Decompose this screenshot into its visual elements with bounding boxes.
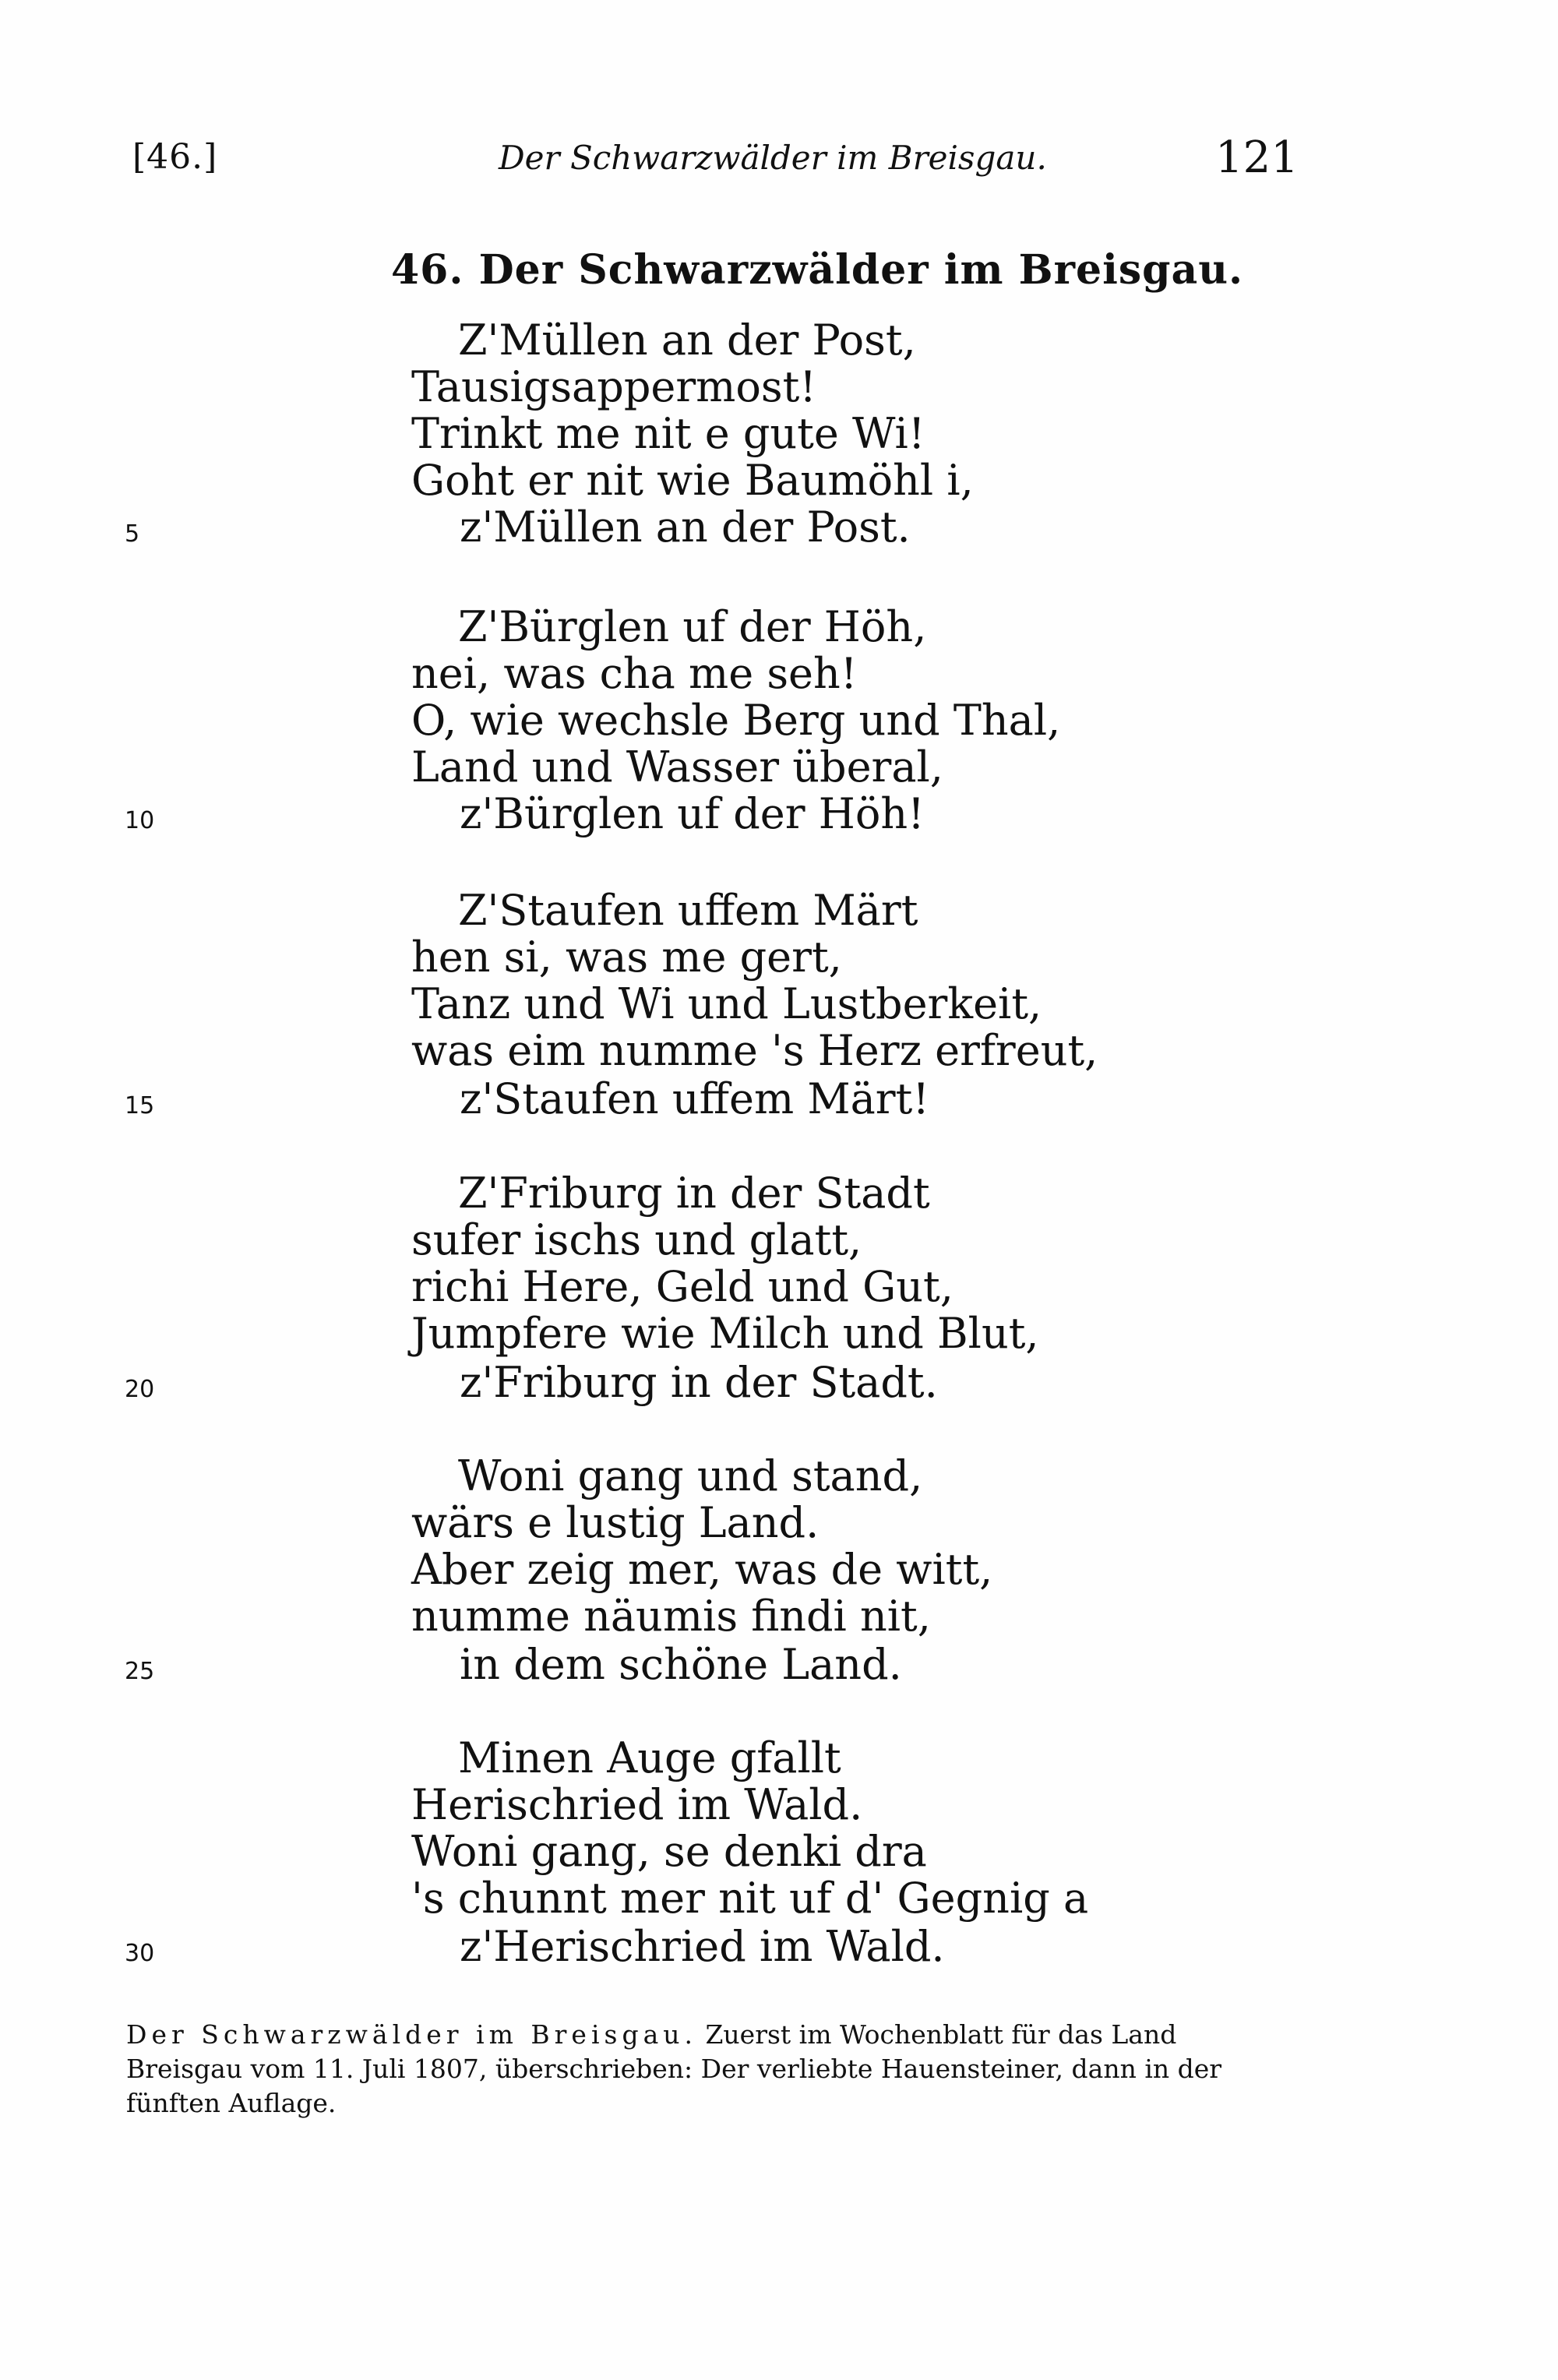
line-number: 20 [125, 1376, 155, 1403]
poem-line: wärs e lustig Land. [411, 1498, 820, 1547]
poem-line: Woni gang und stand, [458, 1451, 923, 1500]
poem-line: O, wie wechsle Berg und Thal, [411, 696, 1061, 745]
poem-line: Tanz und Wi und Lustberkeit, [411, 979, 1042, 1028]
line-number: 30 [125, 1940, 155, 1967]
line-number: 10 [125, 807, 155, 834]
footnote-title: Der Schwarzwälder im Breisgau. [126, 2019, 697, 2050]
poem-line: Minen Auge gfallt [458, 1733, 841, 1782]
poem-line: numme näumis findi nit, [411, 1592, 931, 1641]
poem-line: Z'Bürglen uf der Höh, [458, 602, 927, 651]
poem-line: z'Müllen an der Post. [460, 502, 911, 552]
running-head-number: [46.] [132, 137, 218, 177]
poem-line: was eim numme 's Herz erfreut, [411, 1026, 1098, 1075]
poem-line: hen si, was me gert, [411, 933, 842, 982]
poem-line: Tausigsappermost! [411, 362, 816, 411]
poem-line: Aber zeig mer, was de witt, [411, 1545, 993, 1594]
poem-line: z'Bürglen uf der Höh! [460, 789, 925, 838]
poem-line: z'Friburg in der Stadt. [460, 1358, 938, 1407]
running-head-title: Der Schwarzwälder im Breisgau. [499, 139, 1047, 177]
footnote-text: fünften Auflage. [126, 2088, 337, 2118]
poem-line: Goht er nit wie Baumöhl i, [411, 456, 974, 505]
footnote [126, 2018, 1295, 2121]
poem-line: Land und Wasser überal, [411, 742, 943, 792]
line-number: 25 [125, 1658, 155, 1685]
poem-line: Z'Friburg in der Stadt [458, 1169, 930, 1218]
poem-line: in dem schöne Land. [460, 1640, 902, 1689]
page-number: 121 [1215, 132, 1299, 183]
poem-line: Woni gang, se denki dra [411, 1827, 927, 1876]
line-number: 5 [125, 520, 140, 548]
footnote-text: Breisgau vom 11. Juli 1807, überschrieben: Der verliebte Hauensteiner, dann in der [126, 2054, 1222, 2084]
poem-line: Z'Staufen uffem Märt [458, 886, 918, 935]
poem-line: z'Staufen uffem Märt! [460, 1074, 930, 1123]
line-number: 15 [125, 1092, 155, 1119]
poem-line: richi Here, Geld und Gut, [411, 1262, 953, 1311]
poem-line: Trinkt me nit e gute Wi! [411, 409, 925, 458]
poem-line: nei, was cha me seh! [411, 649, 858, 698]
footnote-text: Zuerst im Wochenblatt für das Land [697, 2019, 1177, 2050]
poem-line: Z'Müllen an der Post, [458, 316, 916, 365]
poem-title: 46. Der Schwarzwälder im Breisgau. [391, 246, 1244, 294]
poem-line: z'Herischried im Wald. [460, 1922, 945, 1971]
poem-line: 's chunnt mer nit uf d' Gegnig a [411, 1874, 1089, 1923]
poem-line: Herischried im Wald. [411, 1780, 863, 1829]
poem-line: sufer ischs und glatt, [411, 1215, 862, 1264]
poem-line: Jumpfere wie Milch und Blut, [411, 1309, 1039, 1358]
